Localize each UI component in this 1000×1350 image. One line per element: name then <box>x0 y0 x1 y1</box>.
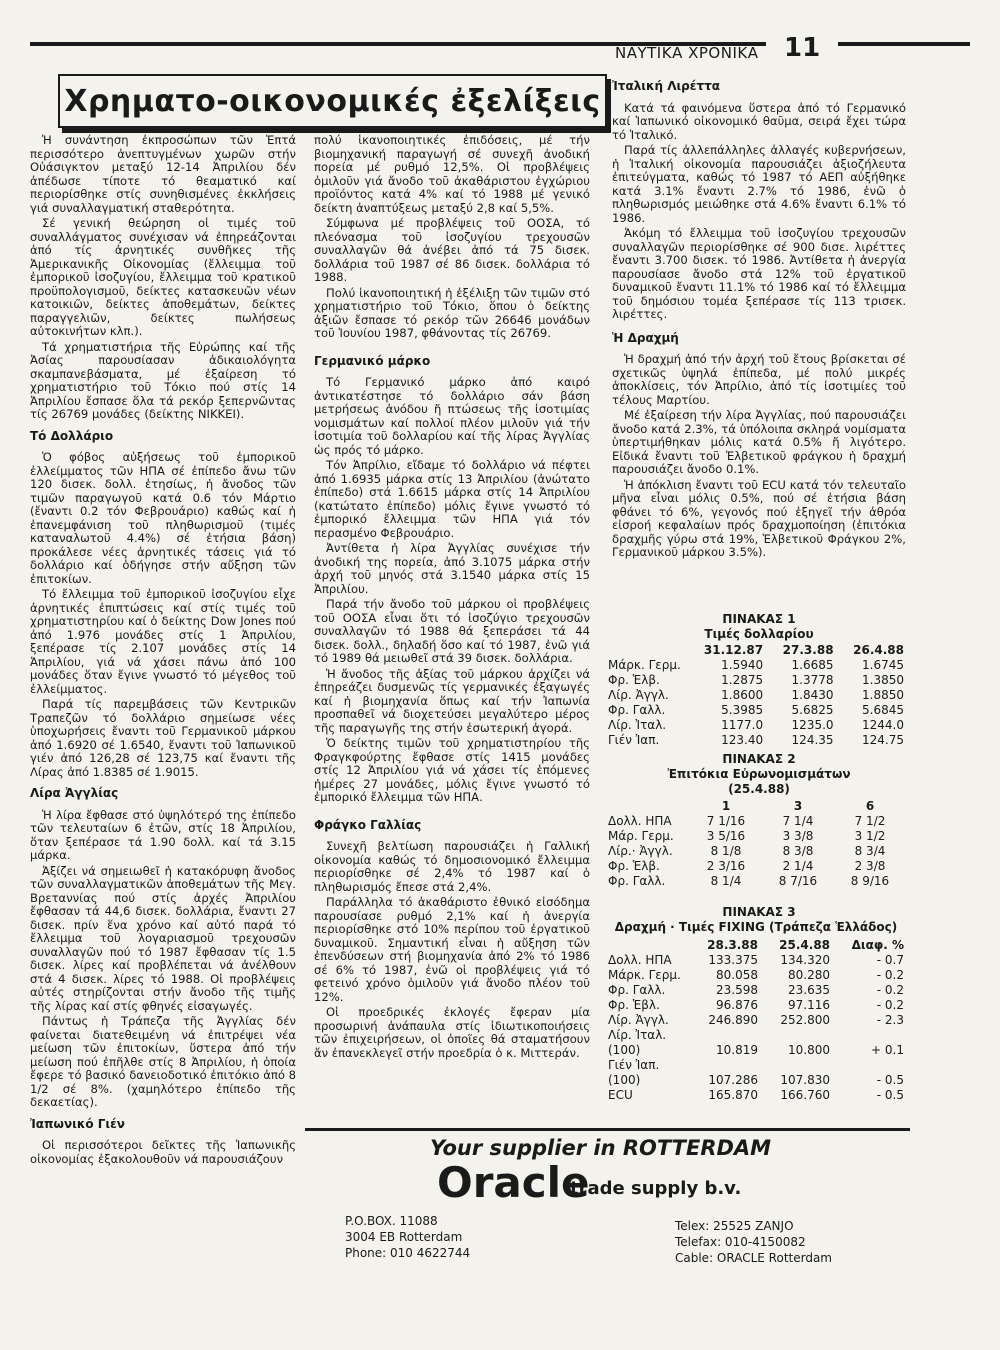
cell <box>832 1027 906 1042</box>
table2-date: (25.4.88) <box>728 782 790 796</box>
table1-col-header: 26.4.88 <box>853 642 904 657</box>
section-heading-lira: Ἰταλική Λιρέττα <box>612 79 721 93</box>
cell: 1.2875 <box>721 672 764 687</box>
paragraph: Τό Γερμανικό μάρκο ἀπό καιρό ἀντικατέστησε τό δολλάριο σάν βάση μετρήσεως ἀνόδου ἤ πτώσεως τῆς ἰσοτιμίας νομισμάτων καί πολλοί πλέον μιλοῦν γιά τήν ἰσοτιμία τοῦ δολλαρίου καί τῆς λίρας Ἀγγλίας ὡς πρός τό μάρκο. <box>314 375 590 457</box>
paragraph: Παρά τήν ἄνοδο τοῦ μάρκου οἱ προβλέψεις τοῦ ΟΟΣΑ εἶναι ὅτι τό ἰσοζύγιο τρεχουσῶν συναλλαγῶν τό 1988 θά ξεπεράσει τά 44 δισεκ. δολλ., δηλαδή ὅσο καί τό 1987, ἐνῶ γιά τό 1989 θά μειωθεῖ στά 39 δισεκ. δολλάρια. <box>314 597 590 665</box>
row-label: Μάρκ. Γερμ. <box>608 657 681 672</box>
ad-phone: Phone: 010 4622744 <box>345 1246 471 1260</box>
paragraph: Ἡ ἀπόκλιση ἔναντι τοῦ ECU κατά τόν τελευταῖο μῆνα εἶναι μόλις 0.5%, πού σέ ἐτήσια βάση φθάνει τό 6%, γεγονός πού ἐξηγεῖ τήν ἀθρόα εἰσροή κεφαλαίων πρός δραχμοποίηση (ἐπιτόκια δραχμῆς γύρω στά 19%, Ἑλβετικοῦ Φράγκου 2%, Γερμανικοῦ μάρκου 3.5%). <box>612 477 906 559</box>
row-label: Φρ. Γαλλ. <box>608 873 666 888</box>
ad-telefax: Telefax: 010-4150082 <box>675 1235 806 1249</box>
cell: 165.870 <box>708 1087 759 1102</box>
cell: - 0.2 <box>876 982 904 997</box>
table3-label: ΠΙΝΑΚΑΣ 3 <box>722 905 796 919</box>
table2-header-row <box>606 798 906 813</box>
table3 <box>606 937 906 1102</box>
table-row <box>606 1057 906 1072</box>
section-heading-drachma: Ἡ Δραχμή <box>612 330 679 345</box>
page-number: 11 <box>784 33 821 63</box>
paragraph: Ἡ λίρα ἔφθασε στό ὑψηλότερό της ἐπίπεδο τῶν τελευταίων 6 ἐτῶν, στίς 18 Ἀπριλίου, ὅταν ξεπέρασε τά 1.90 δολλ. καί τά 3.15 μάρκα. <box>30 807 296 862</box>
cell: 133.375 <box>708 952 759 967</box>
paragraph: Ἀξίζει νά σημειωθεῖ ἡ κατακόρυφη ἄνοδος τῶν συναλλαγματικῶν ἀποθεμάτων τῆς Μεγ. Βρεταννίας πού στίς ἀρχές Ἀπριλίου ἔφθασαν τά 44,6 δισεκ. δολλάρια, ἔναντι 27 δισεκ. πρίν ἕνα χρόνο καί αὐτό παρά τό ἔλλειμμα τοῦ λογαριασμοῦ τρεχουσῶν συναλλαγῶν πού τό 1987 ἔφθασαν τίς 1.5 δισεκ. λίρες καί προβλέπεται νά ἀνέλθουν στά 4 δισεκ. λίρες τό 1988. Οἱ προβλέψεις αὐτές στηρίζονται στήν ἄνοδο τῆς τιμῆς τῆς λίρας καί στίς φθηνές εἰσαγωγές. <box>30 863 296 1013</box>
paragraph: Ἀκόμη τό ἔλλειμμα τοῦ ἰσοζυγίου τρεχουσῶν συναλλαγῶν περιορίσθηκε σέ 900 δισε. λιρέττες ἔναντι 3.700 δισεκ. τό 1986. Ἀντίθετα ἡ ἀνεργία παρουσίασε ἄνοδο στά 12% τοῦ ἐργατικοῦ δυναμικοῦ ἔναντι 11.1% τό 1986 καί τό ἔλλειμμα τοῦ δημόσιου τομέα ξεπέρασε τίς 113 τρισεκ. λιρέττες. <box>612 226 906 321</box>
paragraph: Ὁ φόβος αὐξήσεως τοῦ ἐμπορικοῦ ἐλλείμματος τῶν ΗΠΑ σέ ἐπίπεδο ἄνω τῶν 120 δισεκ. δολλ. ἐτησίως, ἡ ἄνοδος τῶν τιμῶν παραγωγοῦ κατά 0.6 τόν Μάρτιο (ἔναντι 0.2 τόν Φεβρουάριο) καθώς καί ἡ ἐπανεμφάνιση τοῦ πληθωρισμοῦ (τιμές καταναλωτοῦ 4.4%) σέ ἐτήσια βάση) προκάλεσε νέες ἀρνητικές τάσεις γιά τό δολλάριο καί ὁδήγησε στήν αὔξηση τῶν ἐπιτοκίων. <box>30 450 296 586</box>
header-rule-right <box>838 42 970 46</box>
table3-col-header: 28.3.88 <box>707 937 759 952</box>
table-row <box>606 1027 906 1042</box>
magazine-name: ΝΑΥΤΙΚΑ ΧΡΟΝΙΚΑ <box>615 44 759 62</box>
cell: 7 1/4 <box>782 813 814 828</box>
cell: 1.3850 <box>862 672 904 687</box>
paragraph: Κατά τά φαινόμενα ὕστερα ἀπό τό Γερμανικό καί Ἰαπωνικό οἰκονομικό θαῦμα, σειρά ἔχει τώρα τό Ἰταλικό. <box>612 100 906 142</box>
table-row <box>606 982 906 997</box>
table-row <box>606 732 906 747</box>
cell: + 0.1 <box>871 1042 904 1057</box>
table-row <box>606 1087 906 1102</box>
cell: - 0.5 <box>876 1087 904 1102</box>
cell: 8 9/16 <box>850 873 890 888</box>
table-row <box>606 687 906 702</box>
paragraph: Οἱ περισσότεροι δεῖκτες τῆς Ἰαπωνικῆς οἰκονομίας ἐξακολουθοῦν νά παρουσιάζουν <box>30 1138 296 1166</box>
cell: 8 7/16 <box>778 873 818 888</box>
cell: 1.8430 <box>791 687 834 702</box>
column-3 <box>612 80 906 562</box>
table-row <box>606 997 906 1012</box>
cell: 97.116 <box>788 997 831 1012</box>
cell: 3 5/16 <box>706 828 746 843</box>
article-title: Χρηματο-οικονομικές ἐξελίξεις <box>58 74 607 128</box>
row-label: Δολλ. ΗΠΑ <box>608 952 672 967</box>
ad-headline: Your supplier in ROTTERDAM <box>430 1136 772 1160</box>
table3-col-header: 25.4.88 <box>779 937 831 952</box>
cell <box>832 1057 906 1072</box>
paragraph: Ἡ ἄνοδος τῆς ἀξίας τοῦ μάρκου ἀρχίζει νά ἐπηρεάζει δυσμενῶς τίς γερμανικές ἐξαγωγές καί ἡ βιομηχανία ὅπως καί τήν Ἰαπωνία προσπαθεῖ νά διοχετεύσει μεγαλύτερο μέρος τῆς παραγωγῆς της στήν ἐσωτερική ἀγορά. <box>314 666 590 735</box>
paragraph: Πολύ ἱκανοποιητική ἡ ἐξέλιξη τῶν τιμῶν στό χρηματιστήριο τοῦ Τόκιο, ὅπου ὁ δείκτης ἀξιῶν ἔσπασε τό ρεκόρ τῶν 26646 μονάδων τοῦ Ἰουνίου 1987, φθάνοντας τίς 26769. <box>314 285 590 340</box>
cell <box>760 1027 832 1042</box>
table2 <box>606 798 906 888</box>
ad-rule <box>305 1128 910 1131</box>
cell: 5.3985 <box>721 702 764 717</box>
table1-header-row <box>606 642 906 657</box>
paragraph: Παρά τίς ἀλλεπάλληλες ἀλλαγές κυβερνήσεων, ἡ Ἰταλική οἰκονομία παρουσιάζει ἀξιοζήλευτα ἐπιτεύγματα, καθώς τό 1987 τό ΑΕΠ αὐξήθηκε κατά 3.1% ἔναντι 2.7% τό 1986, ἐνῶ ὁ πληθωρισμός μειώθηκε στά 4.6% ἔναντι 6.1% τό 1986. <box>612 143 906 225</box>
section-heading-pound: Λίρα Ἀγγλίας <box>30 786 119 800</box>
cell: - 0.7 <box>876 952 904 967</box>
ad-city: 3004 EB Rotterdam <box>345 1230 463 1244</box>
row-label: ECU <box>608 1087 633 1102</box>
cell: 10.800 <box>788 1042 831 1057</box>
cell: 246.890 <box>708 1012 759 1027</box>
table1-col-header: 27.3.88 <box>782 642 834 657</box>
cell: 124.75 <box>862 732 904 747</box>
table-row <box>606 657 906 672</box>
cell: 23.598 <box>716 982 759 997</box>
row-label: Μάρκ. Γερμ. <box>608 967 681 982</box>
paragraph: πολύ ἱκανοποιητικές ἐπιδόσεις, μέ τήν βιομηχανική παραγωγή σέ συνεχῆ ἀνοδική πορεία μέ ρυθμό 12,5%. Οἱ προβλέψεις ὁμιλοῦν γιά ἄνοδο τοῦ ἀκαθάριστου ἐγχώριου προϊόντος κατά 4% καί τό 1988 μέ γενικό δείκτη ἀναπτύξεως μεταξύ 2,8 καί 5,5%. <box>314 133 590 215</box>
cell: 1244.0 <box>862 717 904 732</box>
table1-subtitle: Τιμές δολλαρίου <box>704 627 814 641</box>
table-row <box>606 1042 906 1057</box>
cell: 1.8600 <box>721 687 764 702</box>
cell: 10.819 <box>716 1042 759 1057</box>
cell: 80.280 <box>788 967 831 982</box>
cell: 8 3/4 <box>854 843 886 858</box>
cell: 3 1/2 <box>854 828 886 843</box>
row-label: (100) <box>608 1072 641 1087</box>
section-heading-yen: Ἰαπωνικό Γιέν <box>30 1116 125 1131</box>
row-label: Δολλ. ΗΠΑ <box>608 813 672 828</box>
table2-col-header: 6 <box>865 798 875 813</box>
column-1 <box>30 134 296 1168</box>
cell: 107.286 <box>708 1072 759 1087</box>
cell: 1.6745 <box>862 657 904 672</box>
ad-company-suffix: trade supply b.v. <box>570 1178 742 1199</box>
paragraph: Παρά τίς παρεμβάσεις τῶν Κεντρικῶν Τραπεζῶν τό δολλάριο σημείωσε νέες ὑποχωρήσεις ἔναντι τοῦ Γερμανικοῦ μάρκου ἀπό 1.6920 σέ 1.6540, ἔναντι τοῦ Ἰαπωνικοῦ γιέν ἀπό 126,28 σέ 123,75 καί ἔναντι τῆς Λίρας ἀπό 1.8385 σέ 1.9015. <box>30 697 296 779</box>
section-heading-mark: Γερμανικό μάρκο <box>314 353 431 368</box>
cell <box>688 1027 760 1042</box>
cell: - 0.2 <box>876 997 904 1012</box>
row-label: Λίρ. Ἰταλ. <box>608 1027 667 1042</box>
cell: 2 1/4 <box>782 858 814 873</box>
table-row <box>606 1072 906 1087</box>
cell <box>688 1057 760 1072</box>
table2-label: ΠΙΝΑΚΑΣ 2 <box>722 752 796 766</box>
cell: 7 1/16 <box>706 813 746 828</box>
row-label: Φρ. Ἑλβ. <box>608 858 660 873</box>
row-label: Λίρ. Ἀγγλ. <box>608 1012 669 1027</box>
row-label: Φρ. Ἑβλ. <box>608 997 660 1012</box>
cell: 1177.0 <box>721 717 764 732</box>
row-label: Φρ. Γαλλ. <box>608 702 666 717</box>
cell: 5.6845 <box>862 702 904 717</box>
table-row <box>606 1012 906 1027</box>
row-label: Γιέν Ἰαπ. <box>608 1057 660 1072</box>
cell: 96.876 <box>716 997 759 1012</box>
paragraph: Ἡ συνάντηση ἐκπροσώπων τῶν Ἑπτά περισσότερο ἀνεπτυγμένων χωρῶν στήν Οὐάσιγκτον μεταξύ 12-14 Ἀπριλίου δέν ἀπέδωσε τίποτε τό θεαματικό καί περιορίσθηκε στίς συνηθισμένες ἐκκλήσεις γιά συναλλαγματική σταθερότητα. <box>30 133 296 215</box>
cell: 8 1/4 <box>710 873 742 888</box>
paragraph: Οἱ προεδρικές ἐκλογές ἔφεραν μία προσωρινή ἀνάπαυλα στίς ἰδιωτικοποιήσεις τῶν ἐπιχειρήσεων, οἱ ὁποῖες θά σταματήσουν ἄν ἐπανεκλεγεῖ στήν προεδρία ὁ κ. Μιττεράν. <box>314 1005 590 1060</box>
row-label: Γιέν Ἰαπ. <box>608 732 660 747</box>
row-label: Μάρ. Γερμ. <box>608 828 674 843</box>
paragraph: Παράλληλα τό ἀκαθάριστο ἐθνικό εἰσόδημα παρουσίασε ρυθμό 2,1% καί ἡ ἀνεργία περιορίσθηκε στό 10% περίπου τοῦ ἐργατικοῦ δυναμικοῦ. Σημαντική εἶναι ἡ αὔξηση τῶν ἐπενδύσεων στή βιομηχανία ἀπό 2% τό 1986 σέ 6% τό 1987, ἐνῶ οἱ προβλέψεις γιά τό φετεινό χρόνο ὁμιλοῦν γιά ἄνοδο πλέον τοῦ 12%. <box>314 895 590 1004</box>
ad-cable: Cable: ORACLE Rotterdam <box>675 1251 832 1265</box>
cell: 5.6825 <box>791 702 834 717</box>
table1-label: ΠΙΝΑΚΑΣ 1 <box>722 612 796 626</box>
cell: - 0.5 <box>876 1072 904 1087</box>
table-row <box>606 873 906 888</box>
paragraph: Ἡ δραχμή ἀπό τήν ἀρχή τοῦ ἔτους βρίσκεται σέ σχετικῶς ὑψηλά ἐπίπεδα, μέ πολύ μικρές ἀποκλίσεις, τόν Ἀπρίλιο, ἀπό τίς ἰσοτιμίες τοῦ τέλους Μαρτίου. <box>612 352 906 407</box>
cell: 2 3/8 <box>854 858 886 873</box>
paragraph: Τό ἔλλειμμα τοῦ ἐμπορικοῦ ἰσοζυγίου εἶχε ἀρνητικές ἐπιπτώσεις καί στίς τιμές τοῦ χρηματιστηρίου καί ὁ δείκτης Dow Jones πού ἀπό 1.976 μονάδες στίς 1 Ἀπριλίου, ξεπέρασε τίς 2.107 μονάδες στίς 14 Ἀπριλίου, γιά νά χάσει πάνω ἀπό 100 μονάδες ὅταν ἔγινε γνωστό τό μέγεθος τοῦ ἐλλείμματος. <box>30 587 296 696</box>
cell: 1.5940 <box>721 657 764 672</box>
cell: - 0.2 <box>876 967 904 982</box>
table3-col-header: Διαφ. % <box>851 937 904 952</box>
table-row <box>606 967 906 982</box>
table-row <box>606 843 906 858</box>
row-label: Λίρ. Ἀγγλ. <box>608 687 669 702</box>
table-row <box>606 672 906 687</box>
paragraph: Τόν Ἀπρίλιο, εἴδαμε τό δολλάριο νά πέφτει ἀπό 1.6935 μάρκα στίς 13 Ἀπριλίου (ἀνώτατο ἐπίπεδο) στά 1.6615 μάρκα στίς 14 Ἀπριλίου (κατώτατο ἐπίπεδο) μόλις ἔγινε γνωστό τό ἐμπορικό ἔλλειμμα τῶν ΗΠΑ γιά τόν περασμένο Φεβρουάριο. <box>314 458 590 540</box>
cell: 3 3/8 <box>782 828 814 843</box>
table3-header-row <box>606 937 906 952</box>
table-row <box>606 858 906 873</box>
row-label: Φρ. Γαλλ. <box>608 982 666 997</box>
paragraph: Τά χρηματιστήρια τῆς Εὐρώπης καί τῆς Ἀσίας παρουσίασαν ἀδικαιολόγητα σκαμπανεβάσματα, μέ ἐξαίρεση τό χρηματιστήριο τοῦ Τόκιο πού στίς 14 Ἀπριλίου ἔσπασε ὅλα τά ρεκόρ ξεπερνῶντας τίς 26769 μονάδες (δείκτης NIKKEI). <box>30 339 296 421</box>
table2-col-header: 1 <box>721 798 731 813</box>
table1 <box>606 642 906 747</box>
paragraph: Συνεχῆ βελτίωση παρουσιάζει ἡ Γαλλική οἰκονομία καθώς τό δημοσιονομικό ἔλλειμμα περιορίσθηκε σέ 2,4% τό 1987 καί ὁ πληθωρισμός ἔπεσε στά 2,4%. <box>314 839 590 894</box>
paragraph: Μέ ἐξαίρεση τήν λίρα Ἀγγλίας, πού παρουσιάζει ἄνοδο κατά 2.3%, τά ὑπόλοιπα σκληρά νομίσματα ὑπερτιμήθηκαν μόλις κατά 0.5% ἤ λιγότερο. Εἰδικά ἔναντι τοῦ Ἑλβετικοῦ φράγκου ἡ δραχμή παρουσιάζει ἄνοδο 0.1%. <box>612 408 906 476</box>
cell: 8 3/8 <box>782 843 814 858</box>
cell: 1.6685 <box>791 657 834 672</box>
cell: 1.3778 <box>791 672 834 687</box>
paragraph: Ὁ δείκτης τιμῶν τοῦ χρηματιστηρίου τῆς Φραγκφούρτης ἔφθασε στίς 1415 μονάδες στίς 12 Ἀπριλίου γιά νά χάσει τίς ἑπόμενες ἡμέρες 27 μονάδες, μόλις ἔγινε γνωστό τό ἐμπορικό ἔλλειμμα τῶν ΗΠΑ. <box>314 736 590 804</box>
table-row <box>606 828 906 843</box>
cell: 8 1/8 <box>710 843 742 858</box>
paragraph: Ἀντίθετα ἡ λίρα Ἀγγλίας συνέχισε τήν ἀνοδική της πορεία, ἀπό 3.1075 μάρκα στήν ἀρχή τοῦ μηνός στά 3.1540 μάρκα στίς 15 Ἀπριλίου. <box>314 541 590 596</box>
table-row <box>606 952 906 967</box>
paragraph: Σέ γενική θεώρηση οἱ τιμές τοῦ συναλλάγματος συνέχισαν νά ἐπηρεάζονται ἀπό τίς ἀρνητικές συνθῆκες τῆς Ἀμερικανικῆς Οἰκονομίας (ἔλλειμμα τοῦ ἐμπορικοῦ ἰσοζυγίου, ἔλλειμμα τοῦ κρατικοῦ προϋπολογισμοῦ, δείκτες κατασκευῶν νέων κατοικιῶν, δείκτες ἀποθεμάτων, δείκτες παραγγελιῶν, δείκτες πωλήσεως αὐτοκινήτων κλπ.). <box>30 216 296 338</box>
table3-subtitle: Δραχμή · Τιμές FIXING (Τράπεζα Ἑλλάδος) <box>614 920 898 934</box>
cell: 23.635 <box>788 982 831 997</box>
table-row <box>606 717 906 732</box>
paragraph: Σύμφωνα μέ προβλέψεις τοῦ ΟΟΣΑ, τό πλεόνασμα τοῦ ἰσοζυγίου τρεχουσῶν συναλλαγῶν θά ἀνέβει ἀπό τά 75 δισεκ. δολλάρια τοῦ 1987 σέ 86 δισεκ. δολλάρια τό 1988. <box>314 216 590 284</box>
table2-subtitle: Ἐπιτόκια Εὐρωνομισμάτων <box>667 767 851 781</box>
cell: 1235.0 <box>791 717 834 732</box>
row-label: Φρ. Ἑλβ. <box>608 672 660 687</box>
cell: 2 3/16 <box>706 858 746 873</box>
paragraph: Πάντως ἡ Τράπεζα τῆς Ἀγγλίας δέν φαίνεται διατεθειμένη νά ἐπιτρέψει νέα μείωση τῶν ἐπιτοκίων, ὕστερα ἀπό τήν μείωση πού ἐπῆλθε στίς 8 Ἀπριλίου, ἡ ὁποία ἔφερε τό βασικό δανειοδοτικό ἐπιτόκιο ἀπό 8 1/2 σέ 8%. (χαμηλότερο ἐπίπεδο τῆς δεκαετίας). <box>30 1014 296 1109</box>
column-2 <box>314 134 590 1062</box>
cell: - 2.3 <box>876 1012 904 1027</box>
ad-company-logo: Oracle <box>437 1158 590 1207</box>
cell <box>760 1057 832 1072</box>
table1-col-header: 31.12.87 <box>703 642 764 657</box>
row-label: Λίρ. Ἰταλ. <box>608 717 667 732</box>
cell: 123.40 <box>721 732 764 747</box>
cell: 107.830 <box>780 1072 831 1087</box>
cell: 124.35 <box>791 732 834 747</box>
cell: 252.800 <box>780 1012 831 1027</box>
section-heading-franc: Φράγκο Γαλλίας <box>314 817 422 832</box>
ad-pobox: P.O.BOX. 11088 <box>345 1214 438 1228</box>
ad-telex: Telex: 25525 ZANJO <box>675 1219 794 1233</box>
cell: 134.320 <box>780 952 831 967</box>
table2-col-header: 3 <box>793 798 803 813</box>
table-row <box>606 702 906 717</box>
row-label: Λίρ.· Ἀγγλ. <box>608 843 673 858</box>
cell: 166.760 <box>780 1087 831 1102</box>
table-row <box>606 813 906 828</box>
cell: 80.058 <box>716 967 759 982</box>
cell: 1.8850 <box>862 687 904 702</box>
row-label: (100) <box>608 1042 641 1057</box>
section-heading-dollar: Τό Δολλάριο <box>30 428 114 443</box>
cell: 7 1/2 <box>854 813 886 828</box>
